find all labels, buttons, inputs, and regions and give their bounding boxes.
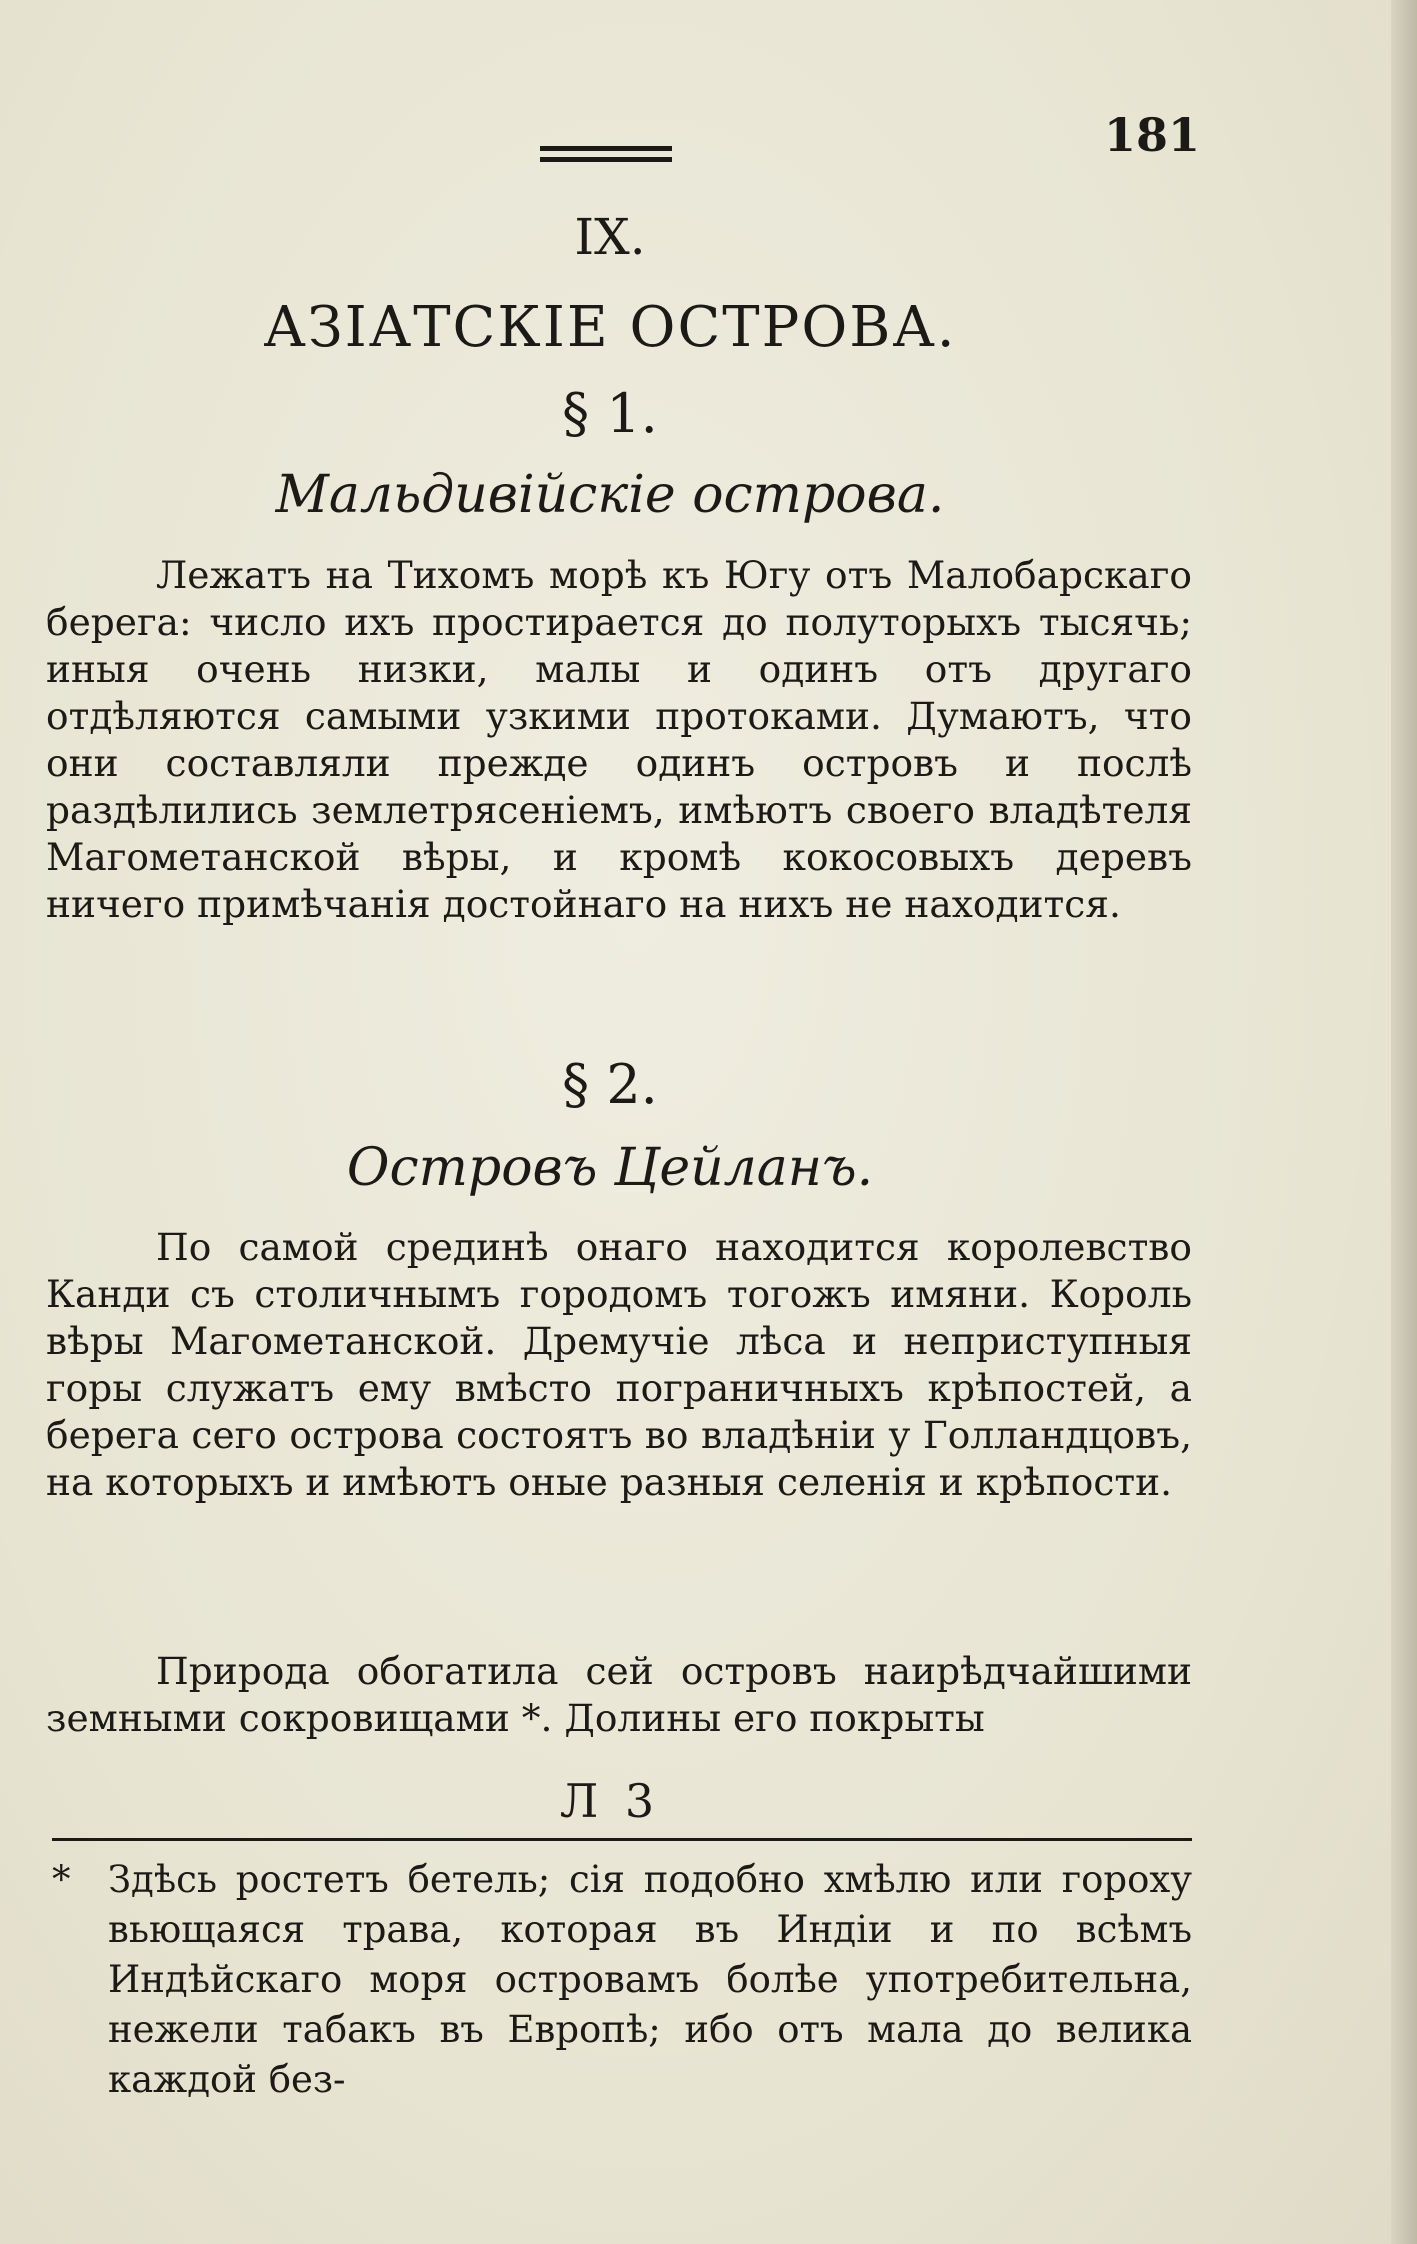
section-1-title: Мальдивійскіе острова. bbox=[275, 465, 945, 525]
header-double-rule bbox=[540, 146, 672, 168]
footnote-marker: * bbox=[52, 1858, 71, 1901]
section-2-title: Островъ Цейланъ. bbox=[346, 1138, 874, 1198]
footnote-text: Здѣсь ростетъ бетель; сія подобно хмѣлю или гороху вьющаяся трава, которая въ Индіи и по всѣмъ Индѣйскаго моря островамъ болѣе употребительна, нежели табакъ въ Европѣ; ибо отъ мала до велика каждой без- bbox=[108, 1858, 1192, 2101]
section-1-heading: § 1. bbox=[562, 382, 658, 445]
chapter-title: АЗІАТСКІЕ ОСТРОВА. bbox=[263, 295, 957, 360]
section-2-heading: § 2. bbox=[562, 1053, 658, 1116]
section-1-paragraph: Лежатъ на Тихомъ морѣ къ Югу отъ Малобарскаго берега: число ихъ простирается до полуторыхъ тысячь; иныя очень низки, малы и одинъ отъ другаго отдѣляются самыми узкими протоками. Думаютъ, что они составляли прежде одинъ островъ и послѣ раздѣлились землетрясеніемъ, имѣютъ своего владѣтеля Магометанской вѣры, и кромѣ кокосовыхъ деревъ ничего примѣчанія достойнаго на нихъ не находится. bbox=[46, 553, 1192, 926]
page-number: 181 bbox=[1103, 108, 1200, 162]
footnote-divider bbox=[52, 1838, 1192, 1841]
chapter-number: IX. bbox=[574, 208, 646, 266]
section-2-paragraph-1: По самой срединѣ онаго находится королевство Канди съ столичнымъ городомъ тогожъ имяни. Король вѣры Магометанской. Дремучіе лѣса и неприступныя горы служатъ ему вмѣсто пограничныхъ крѣпостей, а берега сего острова состоятъ во владѣніи у Голландцовъ, на которыхъ и имѣютъ оные разныя селенія и крѣпости. bbox=[46, 1225, 1192, 1504]
page-spine-edge bbox=[1391, 0, 1417, 2244]
signature-mark: Л 3 bbox=[559, 1774, 661, 1828]
footnote bbox=[52, 1855, 1192, 2105]
section-2-paragraph-2: Природа обогатила сей островъ наирѣдчайшими земными сокровищами *. Долины его покрыты bbox=[46, 1649, 1192, 1740]
